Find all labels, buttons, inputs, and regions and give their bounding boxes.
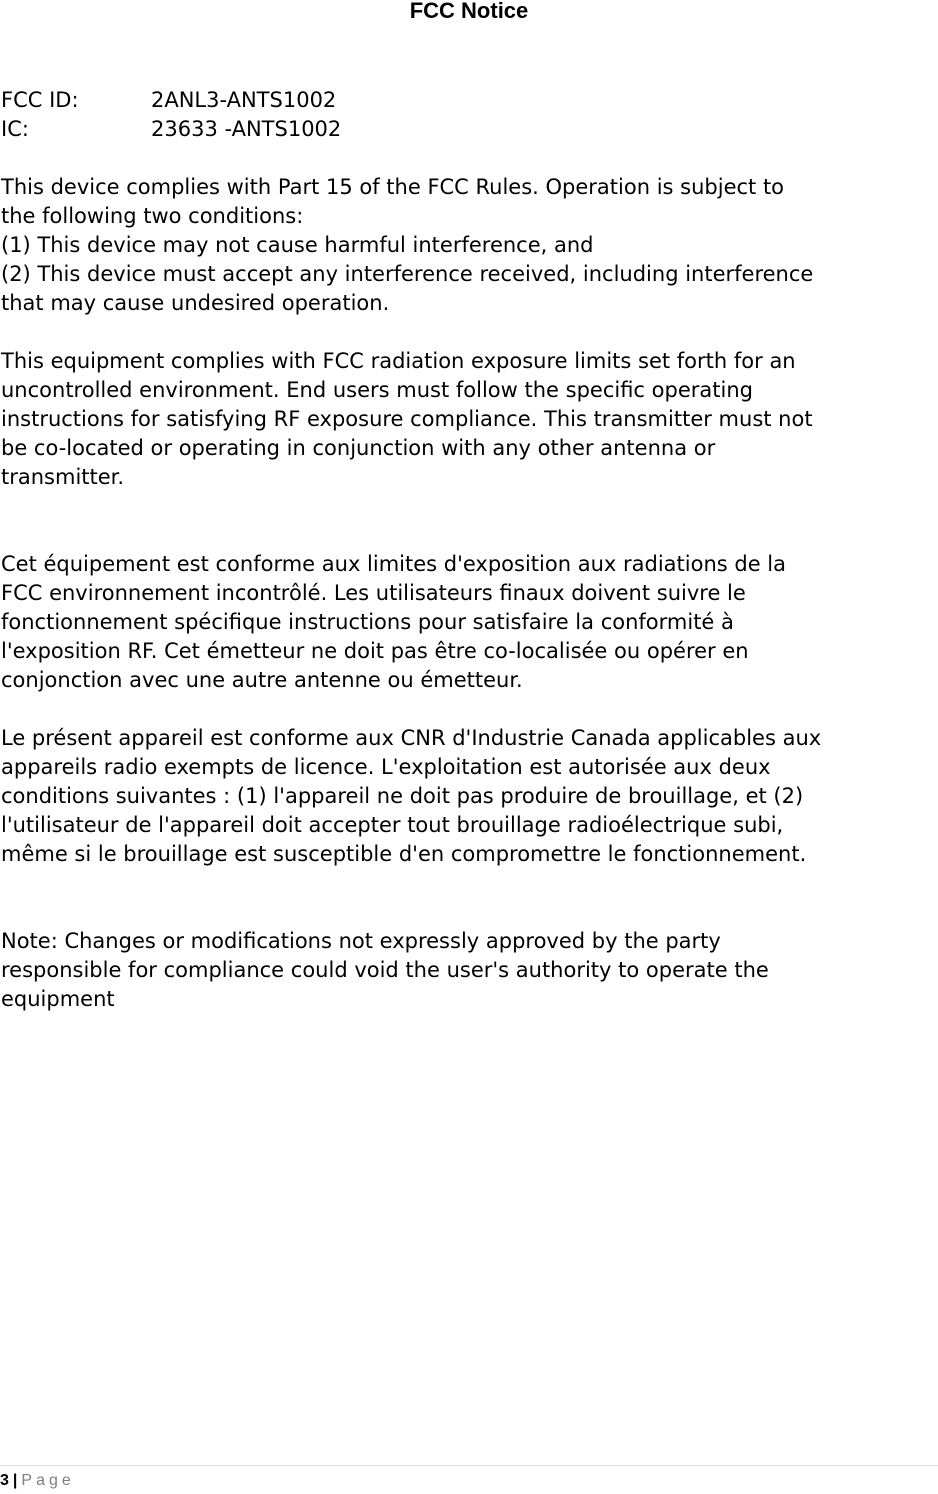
fcc-part15-paragraph [1, 173, 938, 318]
document-body [1, 86, 938, 1014]
fcc-id-row [1, 86, 938, 115]
paragraph-line: that may cause undesired operation. [1, 291, 390, 315]
paragraph-line: be co-located or operating in conjunction with any other antenna or [1, 436, 716, 460]
paragraph-line: (2) This device must accept any interference received, including interference [1, 262, 814, 286]
fcc-id-value: 2ANL3-ANTS1002 [151, 88, 337, 112]
paragraph-line: l'utilisateur de l'appareil doit accepter tout brouillage radioélectrique subi, [1, 813, 784, 837]
paragraph-line: (1) This device may not cause harmful interference, and [1, 233, 594, 257]
fcc-id-label: FCC ID: [1, 88, 79, 112]
page-title: FCC Notice [409, 0, 529, 23]
ic-id-row [1, 115, 938, 144]
paragraph-line: This equipment complies with FCC radiation exposure limits set forth for an [1, 349, 796, 373]
paragraph-line: transmitter. [1, 465, 125, 489]
paragraph-line: FCC environnement incontrôlé. Les utilisateurs finaux doivent suivre le [1, 581, 746, 605]
rf-exposure-french-paragraph [1, 550, 938, 695]
modification-note [1, 927, 938, 1014]
paragraph-line: This device complies with Part 15 of the FCC Rules. Operation is subject to [1, 175, 785, 199]
paragraph-line: appareils radio exempts de licence. L'exploitation est autorisée aux deux [1, 755, 771, 779]
paragraph-line: même si le brouillage est susceptible d'en compromettre le fonctionnement. [1, 842, 807, 866]
paragraph-line: equipment [1, 987, 115, 1011]
paragraph-line: conjonction avec une autre antenne ou émetteur. [1, 668, 523, 692]
paragraph-line: Note: Changes or modifications not expressly approved by the party [1, 929, 721, 953]
paragraph-line: Le présent appareil est conforme aux CNR d'Industrie Canada applicables aux [1, 726, 822, 750]
paragraph-line: fonctionnement spécifique instructions pour satisfaire la conformité à [1, 610, 734, 634]
paragraph-line: Cet équipement est conforme aux limites d'exposition aux radiations de la [1, 552, 786, 576]
paragraph-line: l'exposition RF. Cet émetteur ne doit pas être co-localisée ou opérer en [1, 639, 749, 663]
paragraph-line: conditions suivantes : (1) l'appareil ne doit pas produire de brouillage, et (2) [1, 784, 804, 808]
ic-id-label: IC: [1, 117, 29, 141]
footer-divider [0, 1465, 938, 1466]
paragraph-line: instructions for satisfying RF exposure compliance. This transmitter must not [1, 407, 813, 431]
page-number: 3 [0, 1472, 9, 1489]
paragraph-line: uncontrolled environment. End users must follow the specific operating [1, 378, 753, 402]
footer-separator: | [12, 1472, 18, 1489]
industry-canada-paragraph [1, 724, 938, 869]
rf-exposure-paragraph [1, 347, 938, 492]
page-footer [0, 1470, 75, 1492]
ic-id-value: 23633 -ANTS1002 [151, 117, 342, 141]
page-label: Page [21, 1472, 75, 1489]
paragraph-line: responsible for compliance could void the user's authority to operate the [1, 958, 769, 982]
paragraph-line: the following two conditions: [1, 204, 304, 228]
